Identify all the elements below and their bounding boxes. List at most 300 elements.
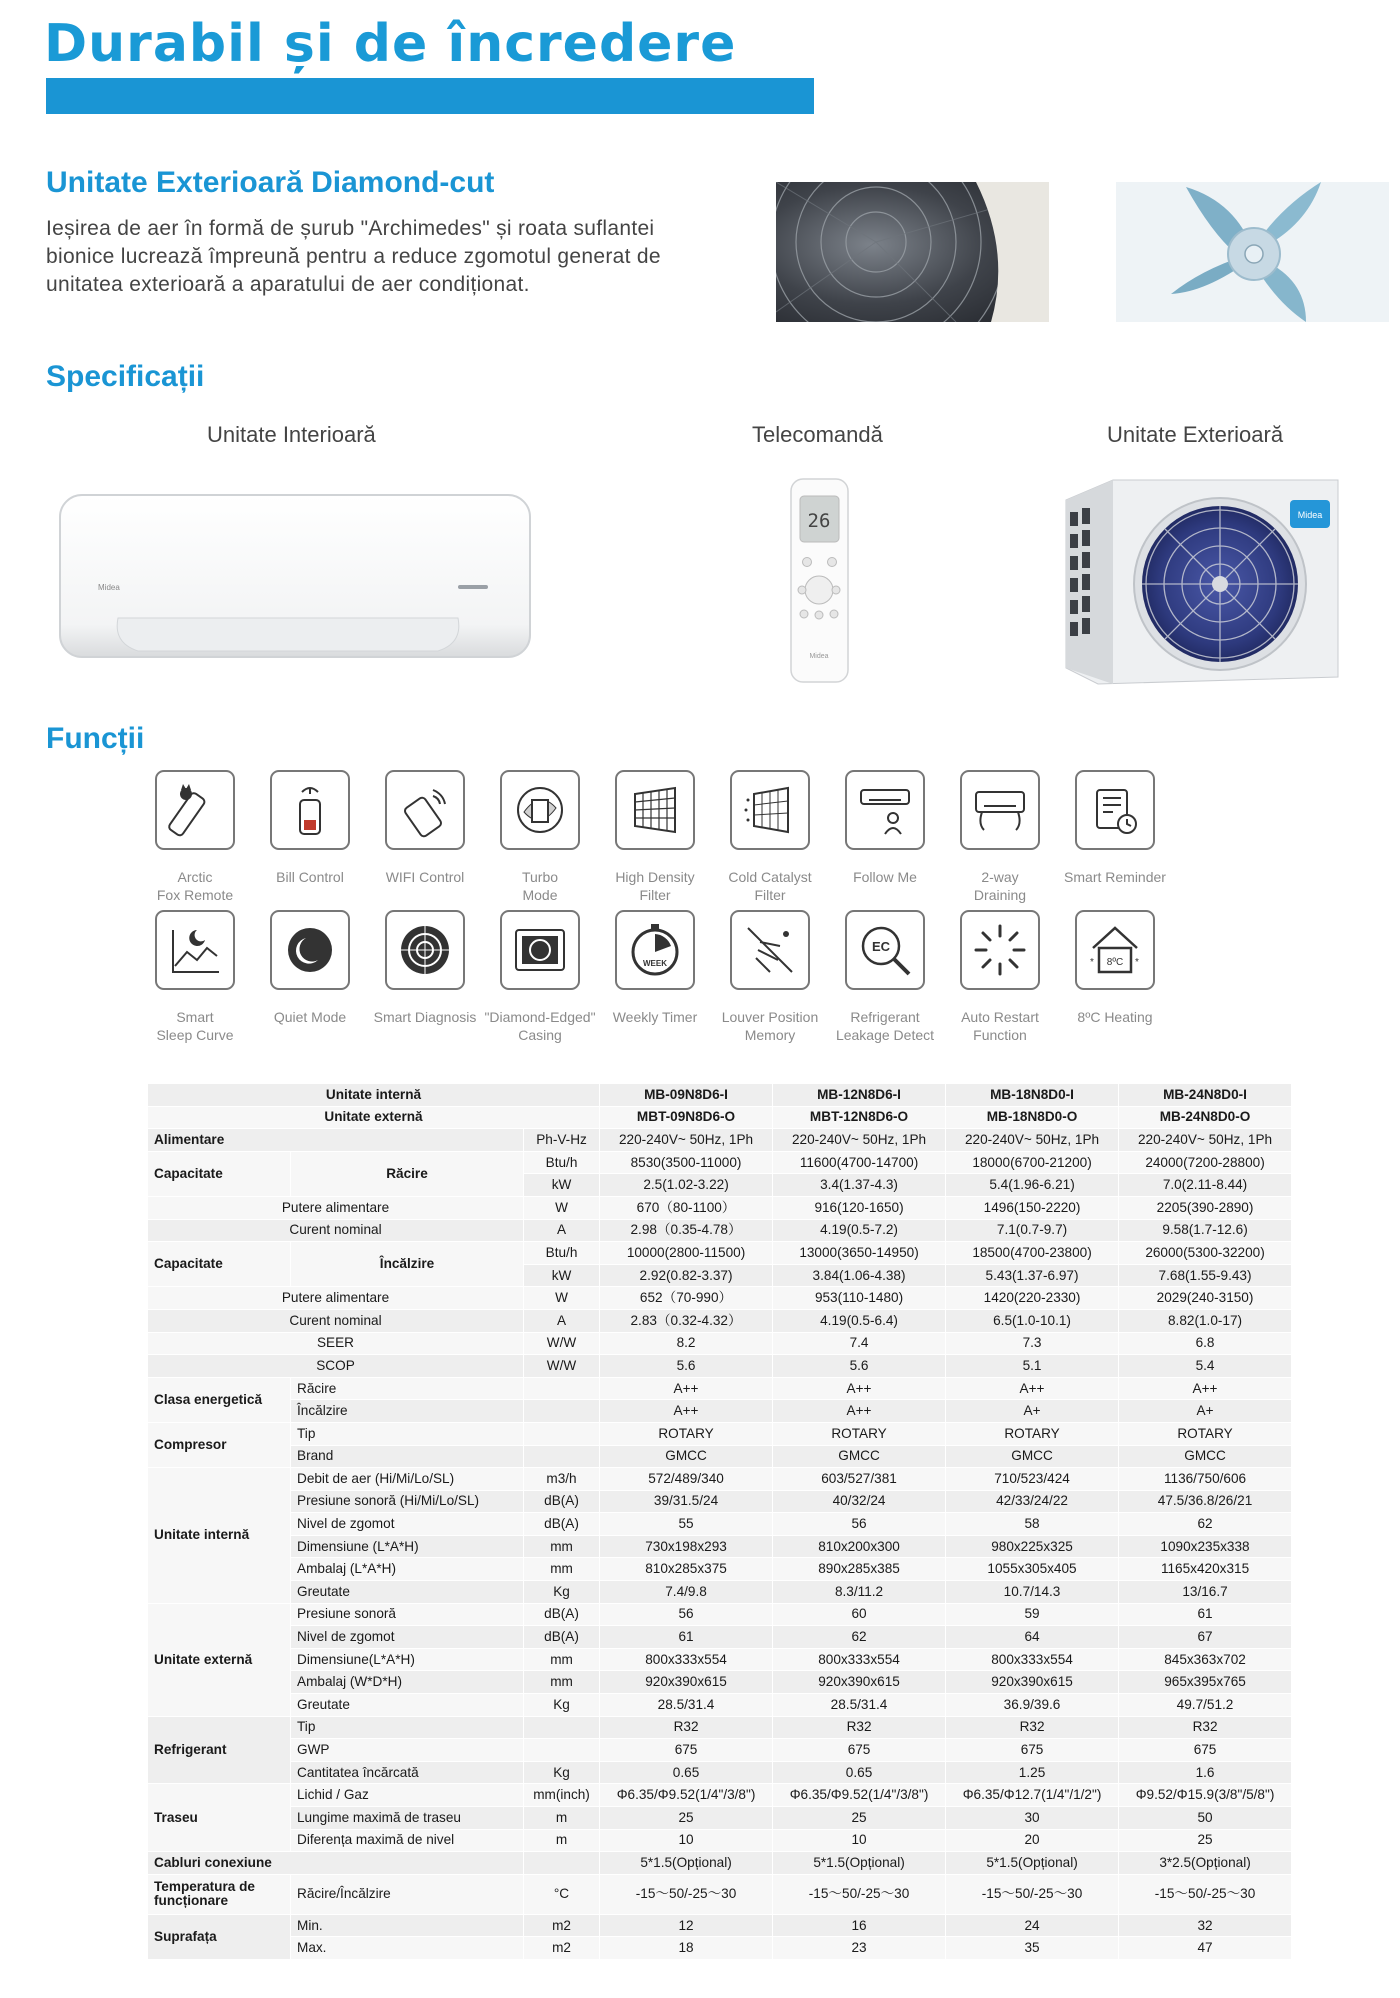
table-cell: 0.65 — [600, 1761, 773, 1784]
table-row — [148, 1694, 1292, 1717]
feature-label: Smart Sleep Curve — [156, 1009, 234, 1043]
table-cell: 5*1.5(Opțional) — [946, 1852, 1119, 1875]
table-cell: 2.83（0.32-4.32） — [600, 1309, 773, 1332]
feature-item — [137, 770, 253, 904]
table-cell: 64 — [946, 1626, 1119, 1649]
feature-label: Quiet Mode — [273, 1009, 347, 1025]
feature-item — [827, 910, 943, 1044]
table-cell: 16 — [773, 1914, 946, 1937]
table-cell: 32 — [1119, 1914, 1292, 1937]
table-cell: 8.82(1.0-17) — [1119, 1309, 1292, 1332]
table-cell: 670（80-1100） — [600, 1196, 773, 1219]
table-cell: 675 — [773, 1739, 946, 1762]
table-cell: Dimensiune(L*A*H) — [291, 1648, 524, 1671]
table-row — [148, 1513, 1292, 1536]
table-cell: mm — [524, 1535, 600, 1558]
table-cell: 7.4/9.8 — [600, 1581, 773, 1604]
diamond-section-title: Unitate Exterioară Diamond-cut — [46, 166, 495, 199]
weekly-timer-icon — [615, 910, 695, 990]
svg-text:*: * — [1135, 957, 1139, 968]
svg-text:8ºC: 8ºC — [1106, 957, 1124, 968]
table-row — [148, 1807, 1292, 1830]
table-cell: -15～50/-25～30 — [600, 1874, 773, 1914]
table-row — [148, 1242, 1292, 1265]
feature-item — [712, 770, 828, 904]
caption-indoor-unit: Unitate Interioară — [207, 422, 376, 447]
feature-item — [712, 910, 828, 1044]
wifi-control-icon — [385, 770, 465, 850]
outdoor-unit-image — [1058, 472, 1343, 692]
table-cell: Curent nominal — [148, 1309, 524, 1332]
table-cell: Lichid / Gaz — [291, 1784, 524, 1807]
smart-reminder-icon — [1075, 770, 1155, 850]
table-cell: 40/32/24 — [773, 1490, 946, 1513]
table-cell: 920x390x615 — [946, 1671, 1119, 1694]
remote-control-image — [790, 478, 849, 683]
table-row — [148, 1355, 1292, 1378]
table-cell: Ambalaj (W*D*H) — [291, 1671, 524, 1694]
table-cell: -15～50/-25～30 — [946, 1874, 1119, 1914]
table-cell: Alimentare — [148, 1129, 524, 1152]
table-cell: Răcire — [291, 1151, 524, 1196]
remote-brand-text: Midea — [809, 653, 829, 660]
table-cell — [524, 1716, 600, 1739]
table-cell: 652（70-990） — [600, 1287, 773, 1310]
table-cell: Nivel de zgomot — [291, 1513, 524, 1536]
table-cell: -15～50/-25～30 — [773, 1874, 946, 1914]
feature-item — [597, 910, 713, 1026]
table-cell: 20 — [946, 1829, 1119, 1852]
table-cell: 5*1.5(Opțional) — [773, 1852, 946, 1875]
table-cell: GMCC — [1119, 1445, 1292, 1468]
table-cell: 1.6 — [1119, 1761, 1292, 1784]
table-cell: 61 — [1119, 1603, 1292, 1626]
table-cell: A++ — [773, 1377, 946, 1400]
table-cell: MB-24N8D0-O — [1119, 1106, 1292, 1129]
table-cell: 55 — [600, 1513, 773, 1536]
table-cell: 220-240V~ 50Hz, 1Ph — [946, 1129, 1119, 1152]
feature-item — [1057, 770, 1173, 886]
table-cell: kW — [524, 1264, 600, 1287]
table-cell: 800x333x554 — [773, 1648, 946, 1671]
feature-label: "Diamond-Edged" Casing — [484, 1009, 596, 1043]
table-cell: SCOP — [148, 1355, 524, 1378]
table-cell: -15～50/-25～30 — [1119, 1874, 1292, 1914]
table-cell: SEER — [148, 1332, 524, 1355]
feature-item — [367, 770, 483, 886]
table-cell: 13/16.7 — [1119, 1581, 1292, 1604]
table-cell: 13000(3650-14950) — [773, 1242, 946, 1265]
table-cell: 18500(4700-23800) — [946, 1242, 1119, 1265]
spec-table — [147, 1083, 1292, 1960]
follow-me-icon — [845, 770, 925, 850]
table-cell: 800x333x554 — [946, 1648, 1119, 1671]
turbo-mode-icon — [500, 770, 580, 850]
feature-label: Smart Reminder — [1064, 869, 1166, 885]
table-cell — [524, 1852, 600, 1875]
cold-catalyst-filter-icon — [730, 770, 810, 850]
table-cell: A++ — [600, 1400, 773, 1423]
table-cell: kW — [524, 1174, 600, 1197]
table-cell: 572/489/340 — [600, 1468, 773, 1491]
table-cell: 675 — [1119, 1739, 1292, 1762]
table-cell: A++ — [773, 1400, 946, 1423]
table-cell: 58 — [946, 1513, 1119, 1536]
table-row — [148, 1581, 1292, 1604]
table-cell: A+ — [1119, 1400, 1292, 1423]
indoor-unit-image — [58, 493, 535, 668]
table-cell: 810x285x375 — [600, 1558, 773, 1581]
table-cell: Răcire/Încălzire — [291, 1874, 524, 1914]
table-cell: R32 — [773, 1716, 946, 1739]
table-cell: Răcire — [291, 1377, 524, 1400]
table-row — [148, 1671, 1292, 1694]
table-cell: m — [524, 1807, 600, 1830]
table-cell: 800x333x554 — [600, 1648, 773, 1671]
table-cell: 23 — [773, 1937, 946, 1960]
table-cell: 10000(2800-11500) — [600, 1242, 773, 1265]
table-cell: 7.3 — [946, 1332, 1119, 1355]
table-cell: Clasa energetică — [148, 1377, 291, 1422]
table-row — [148, 1739, 1292, 1762]
title-underline-bar — [46, 78, 814, 114]
table-cell: 810x200x300 — [773, 1535, 946, 1558]
table-cell: 920x390x615 — [773, 1671, 946, 1694]
fan-blade-image — [1116, 182, 1389, 322]
quiet-mode-icon — [270, 910, 350, 990]
feature-label: 8ºC Heating — [1077, 1009, 1153, 1025]
table-cell: 980x225x325 — [946, 1535, 1119, 1558]
feature-item — [827, 770, 943, 886]
table-cell: 39/31.5/24 — [600, 1490, 773, 1513]
table-cell: A++ — [946, 1377, 1119, 1400]
svg-text:EC: EC — [871, 939, 891, 954]
table-cell: Btu/h — [524, 1242, 600, 1265]
table-cell: 220-240V~ 50Hz, 1Ph — [773, 1129, 946, 1152]
table-cell: Încălzire — [291, 1400, 524, 1423]
table-cell: Φ6.35/Φ9.52(1/4"/3/8") — [600, 1784, 773, 1807]
remote-display-digits: 26 — [807, 510, 831, 532]
two-way-draining-icon — [960, 770, 1040, 850]
table-cell: 2.5(1.02-3.22) — [600, 1174, 773, 1197]
table-cell: 36.9/39.6 — [946, 1694, 1119, 1717]
table-cell: 7.0(2.11-8.44) — [1119, 1174, 1292, 1197]
outdoor-fan-photo — [776, 182, 1049, 322]
table-cell: Capacitate — [148, 1151, 291, 1196]
table-cell: dB(A) — [524, 1490, 600, 1513]
table-cell: Refrigerant — [148, 1716, 291, 1784]
table-cell: Temperatura de funcționare — [148, 1874, 291, 1914]
table-cell: dB(A) — [524, 1603, 600, 1626]
table-cell: 50 — [1119, 1807, 1292, 1830]
table-cell: 6.5(1.0-10.1) — [946, 1309, 1119, 1332]
table-cell: Kg — [524, 1581, 600, 1604]
table-cell: Presiune sonoră — [291, 1603, 524, 1626]
table-cell: 30 — [946, 1807, 1119, 1830]
table-cell: Greutate — [291, 1694, 524, 1717]
table-cell: 675 — [946, 1739, 1119, 1762]
table-cell: 675 — [600, 1739, 773, 1762]
table-cell: 3.4(1.37-4.3) — [773, 1174, 946, 1197]
table-cell: 916(120-1650) — [773, 1196, 946, 1219]
functions-section-title: Funcții — [46, 722, 145, 755]
table-cell: 18 — [600, 1937, 773, 1960]
feature-item — [252, 910, 368, 1026]
table-cell: 25 — [773, 1807, 946, 1830]
table-cell: Diferența maximă de nivel — [291, 1829, 524, 1852]
feature-label: Arctic Fox Remote — [156, 869, 234, 903]
table-cell: 25 — [600, 1807, 773, 1830]
smart-diagnosis-icon — [385, 910, 465, 990]
high-density-filter-icon — [615, 770, 695, 850]
eight-degree-heating-icon — [1075, 910, 1155, 990]
table-cell: GMCC — [773, 1445, 946, 1468]
table-cell: 47 — [1119, 1937, 1292, 1960]
table-cell: 24 — [946, 1914, 1119, 1937]
svg-text:*: * — [1090, 957, 1094, 968]
table-cell: 953(110-1480) — [773, 1287, 946, 1310]
table-row — [148, 1106, 1292, 1129]
table-cell: 42/33/24/22 — [946, 1490, 1119, 1513]
feature-label: Louver Position Memory — [721, 1009, 819, 1043]
table-cell: 62 — [1119, 1513, 1292, 1536]
table-cell: m2 — [524, 1937, 600, 1960]
table-cell: 8.2 — [600, 1332, 773, 1355]
blower-wheel-photo — [1116, 182, 1389, 322]
table-row — [148, 1852, 1292, 1875]
table-cell: 2.98（0.35-4.78） — [600, 1219, 773, 1242]
table-cell: Kg — [524, 1694, 600, 1717]
table-row — [148, 1490, 1292, 1513]
table-cell: 890x285x385 — [773, 1558, 946, 1581]
table-cell: Lungime maximă de traseu — [291, 1807, 524, 1830]
table-cell: 28.5/31.4 — [773, 1694, 946, 1717]
table-cell: m2 — [524, 1914, 600, 1937]
table-cell: 35 — [946, 1937, 1119, 1960]
outdoor-brand-text: Midea — [1297, 510, 1323, 520]
table-row — [148, 1332, 1292, 1355]
table-cell: A+ — [946, 1400, 1119, 1423]
table-cell: R32 — [600, 1716, 773, 1739]
table-row — [148, 1219, 1292, 1242]
table-cell: Încălzire — [291, 1242, 524, 1287]
table-cell: 965x395x765 — [1119, 1671, 1292, 1694]
feature-label: Follow Me — [853, 869, 917, 885]
table-cell: A++ — [600, 1377, 773, 1400]
table-cell: Dimensiune (L*A*H) — [291, 1535, 524, 1558]
feature-label: Weekly Timer — [612, 1009, 698, 1025]
feature-label: Turbo Mode — [521, 869, 559, 903]
table-cell: Min. — [291, 1914, 524, 1937]
feature-label: Cold Catalyst Filter — [728, 869, 812, 903]
table-row — [148, 1400, 1292, 1423]
table-cell: 56 — [773, 1513, 946, 1536]
table-cell: Ambalaj (L*A*H) — [291, 1558, 524, 1581]
table-cell: 9.58(1.7-12.6) — [1119, 1219, 1292, 1242]
spec-section-title: Specificații — [46, 360, 205, 393]
table-row — [148, 1468, 1292, 1491]
table-row — [148, 1784, 1292, 1807]
table-cell: 920x390x615 — [600, 1671, 773, 1694]
table-cell: Unitate externă — [148, 1603, 291, 1716]
table-row — [148, 1558, 1292, 1581]
table-cell: 2029(240-3150) — [1119, 1287, 1292, 1310]
table-cell: 10 — [600, 1829, 773, 1852]
table-cell: Presiune sonoră (Hi/Mi/Lo/SL) — [291, 1490, 524, 1513]
table-row — [148, 1648, 1292, 1671]
table-cell: Traseu — [148, 1784, 291, 1852]
table-cell: Tip — [291, 1716, 524, 1739]
table-row — [148, 1535, 1292, 1558]
feature-label: High Density Filter — [615, 869, 695, 903]
table-cell: 845x363x702 — [1119, 1648, 1292, 1671]
fan-grille-image — [776, 182, 1049, 322]
table-cell: 1496(150-2220) — [946, 1196, 1119, 1219]
auto-restart-icon — [960, 910, 1040, 990]
table-cell: 18000(6700-21200) — [946, 1151, 1119, 1174]
table-row — [148, 1084, 1292, 1107]
table-cell: 7.68(1.55-9.43) — [1119, 1264, 1292, 1287]
table-cell: Φ6.35/Φ9.52(1/4"/3/8") — [773, 1784, 946, 1807]
table-cell: 603/527/381 — [773, 1468, 946, 1491]
table-cell: A — [524, 1309, 600, 1332]
table-cell: MB-09N8D6-I — [600, 1084, 773, 1107]
bill-control-icon — [270, 770, 350, 850]
table-cell: GMCC — [600, 1445, 773, 1468]
table-cell: Putere alimentare — [148, 1287, 524, 1310]
table-cell: W/W — [524, 1332, 600, 1355]
table-cell: MBT-09N8D6-O — [600, 1106, 773, 1129]
table-row — [148, 1603, 1292, 1626]
leakage-detect-icon — [845, 910, 925, 990]
table-cell: 4.19(0.5-7.2) — [773, 1219, 946, 1242]
table-row — [148, 1129, 1292, 1152]
feature-label: WIFI Control — [385, 869, 465, 885]
table-cell: 7.1(0.7-9.7) — [946, 1219, 1119, 1242]
table-cell: Putere alimentare — [148, 1196, 524, 1219]
table-cell: ROTARY — [600, 1422, 773, 1445]
table-cell: Curent nominal — [148, 1219, 524, 1242]
table-cell: 10.7/14.3 — [946, 1581, 1119, 1604]
feature-item — [1057, 910, 1173, 1026]
table-row — [148, 1445, 1292, 1468]
table-cell: 28.5/31.4 — [600, 1694, 773, 1717]
table-cell: 7.4 — [773, 1332, 946, 1355]
table-cell: 8530(3500-11000) — [600, 1151, 773, 1174]
table-cell: Unitate internă — [148, 1084, 600, 1107]
table-cell: MB-24N8D0-I — [1119, 1084, 1292, 1107]
table-cell: W — [524, 1196, 600, 1219]
table-row — [148, 1287, 1292, 1310]
table-cell: 0.65 — [773, 1761, 946, 1784]
table-cell: 4.19(0.5-6.4) — [773, 1309, 946, 1332]
table-cell: 5*1.5(Opțional) — [600, 1852, 773, 1875]
table-row — [148, 1716, 1292, 1739]
table-cell: dB(A) — [524, 1513, 600, 1536]
table-cell: 49.7/51.2 — [1119, 1694, 1292, 1717]
table-cell: ROTARY — [1119, 1422, 1292, 1445]
fox-remote-icon — [155, 770, 235, 850]
table-cell: mm — [524, 1558, 600, 1581]
feature-item — [252, 770, 368, 886]
table-cell: 1055x305x405 — [946, 1558, 1119, 1581]
table-cell: Brand — [291, 1445, 524, 1468]
table-cell: 710/523/424 — [946, 1468, 1119, 1491]
table-cell: Unitate internă — [148, 1468, 291, 1604]
table-cell: W/W — [524, 1355, 600, 1378]
indoor-brand-text: Midea — [98, 583, 120, 592]
table-row — [148, 1626, 1292, 1649]
table-cell: 1136/750/606 — [1119, 1468, 1292, 1491]
table-cell: Nivel de zgomot — [291, 1626, 524, 1649]
feature-item — [597, 770, 713, 904]
table-cell: mm — [524, 1671, 600, 1694]
table-cell: 5.6 — [600, 1355, 773, 1378]
table-cell: Max. — [291, 1937, 524, 1960]
feature-item — [942, 910, 1058, 1044]
diamond-section-description: Ieșirea de aer în formă de șurub "Archimedes" și roata suflantei bionice lucrează împreună pentru a reduce zgomotul generat de unitatea exterioară a aparatului de aer condiționat. — [46, 217, 661, 296]
table-cell — [524, 1739, 600, 1762]
table-cell: 12 — [600, 1914, 773, 1937]
table-cell — [524, 1422, 600, 1445]
table-cell: 5.43(1.37-6.97) — [946, 1264, 1119, 1287]
table-cell: MBT-12N8D6-O — [773, 1106, 946, 1129]
table-cell: MB-18N8D0-O — [946, 1106, 1119, 1129]
table-cell: 3*2.5(Opțional) — [1119, 1852, 1292, 1875]
table-cell: 11600(4700-14700) — [773, 1151, 946, 1174]
table-cell: Cantitatea încărcată — [291, 1761, 524, 1784]
feature-label: 2-way Draining — [973, 869, 1027, 903]
table-cell: 1090x235x338 — [1119, 1535, 1292, 1558]
table-cell: mm — [524, 1648, 600, 1671]
table-cell: 59 — [946, 1603, 1119, 1626]
feature-item — [942, 770, 1058, 904]
table-cell: R32 — [1119, 1716, 1292, 1739]
diamond-casing-icon — [500, 910, 580, 990]
feature-label: Auto Restart Function — [961, 1009, 1039, 1043]
table-cell: 2.92(0.82-3.37) — [600, 1264, 773, 1287]
table-cell: Φ6.35/Φ12.7(1/4"/1/2") — [946, 1784, 1119, 1807]
table-cell: m3/h — [524, 1468, 600, 1491]
table-cell: mm(inch) — [524, 1784, 600, 1807]
table-cell: Capacitate — [148, 1242, 291, 1287]
table-cell: 61 — [600, 1626, 773, 1649]
table-cell: Compresor — [148, 1422, 291, 1467]
table-cell: MB-12N8D6-I — [773, 1084, 946, 1107]
table-row — [148, 1761, 1292, 1784]
page-title: Durabil și de încredere — [44, 14, 737, 74]
table-cell: Suprafața — [148, 1914, 291, 1959]
table-cell: Tip — [291, 1422, 524, 1445]
table-row — [148, 1937, 1292, 1960]
table-row — [148, 1422, 1292, 1445]
table-cell: ROTARY — [946, 1422, 1119, 1445]
sleep-curve-icon — [155, 910, 235, 990]
table-cell: 26000(5300-32200) — [1119, 1242, 1292, 1265]
table-cell: Cabluri conexiune — [148, 1852, 524, 1875]
table-row — [148, 1377, 1292, 1400]
table-cell: m — [524, 1829, 600, 1852]
table-cell — [524, 1445, 600, 1468]
table-cell: 1.25 — [946, 1761, 1119, 1784]
table-cell: Kg — [524, 1761, 600, 1784]
table-cell: 25 — [1119, 1829, 1292, 1852]
table-cell: Φ9.52/Φ15.9(3/8"/5/8") — [1119, 1784, 1292, 1807]
table-cell: 220-240V~ 50Hz, 1Ph — [600, 1129, 773, 1152]
table-cell: 1420(220-2330) — [946, 1287, 1119, 1310]
caption-outdoor-unit: Unitate Exterioară — [1107, 422, 1284, 447]
table-cell: 5.4(1.96-6.21) — [946, 1174, 1119, 1197]
